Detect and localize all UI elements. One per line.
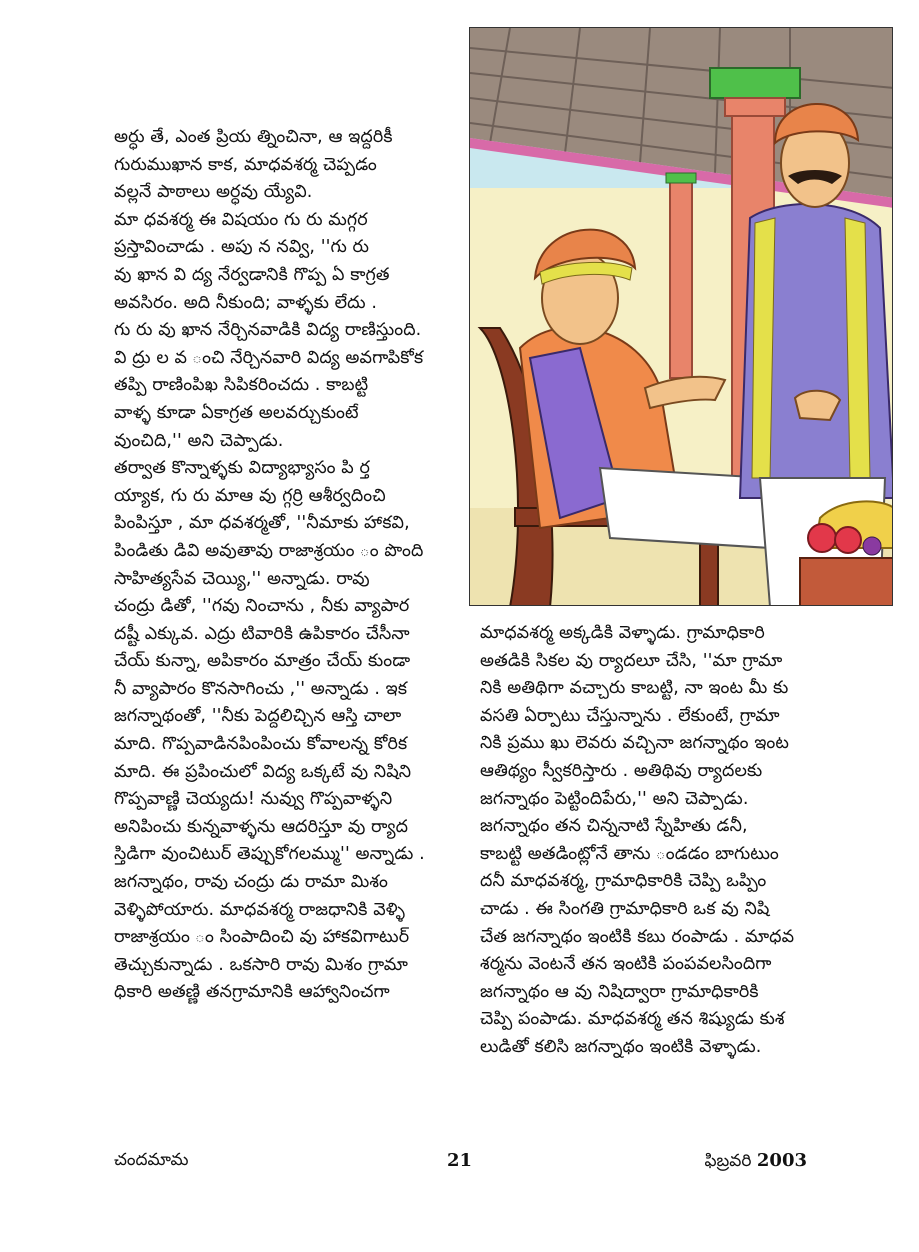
issue-date xyxy=(704,1150,807,1175)
issue-month: ఫిబ్రవరి xyxy=(704,1151,752,1171)
paragraph: తర్వాత కొన్నాళ్ళకు విద్యాభ్యాసం పి ర్త య్యాక, గు రు మాఆ వు గ్గర్రి ఆశీర్వదించి పింపిస్తూ , మా ధవశర్మతో, ''నీమాకు హాకవి, పిండితు డివి అవుతావు రాజాశ్రయం ం పొంది సాహిత్యసేవ చెయ్యి,'' అన్నాడు. రావు చంద్రు డితో, ''గవు నించాను , నీకు వ్యాపార దష్టీ ఎక్కువ. ఎద్రు టివారికి ఉపికారం చేసీనా చేయ్ కున్నా, అపికారం మాత్రం చేయ్ కుండా నీ వ్యాపారం కొనసాగించు ,'' అన్నాడు . ఇక జగన్నాథంతో, ''నీకు పెద్దలిచ్చిన ఆస్తి చాలా మాది. గొప్పవాడినపింపించు కోవాలన్న కోరిక మాది. ఈ ప్రపించులో విద్య ఒక్కటే వు నిషిని గొప్పవాణ్ణి చెయ్యదు! నువ్వు గొప్పవాళ్ళని అనిపించు కున్నవాళ్ళను ఆదరిస్తూ వు ర్యాద స్తిడిగా వుంచిటుర్ తెప్పుకోగలమ్ము'' అన్నాడు . xyxy=(114,458,425,865)
paragraph: జగన్నాథం తన చిన్ననాటి స్నేహితు డనీ, కాబట్టి అతడింట్లోనే తాను ండడం బాగుటుం దనీ మాధవశర్మ, గ్రామాధికారికి చెప్పి ఒప్పిం చాడు . ఈ సింగతి గ్రామాధికారి ఒక వు నిషి చేత జగన్నాథం ఇంటికి కబు రంపాడు . మాధవ శర్మను వెంటనే తన ఇంటికి పంపవలసిందిగా జగన్నాథం ఆ వు నిషిద్వారా గ్రామాధికారికి చెప్పి పంపాడు. మాధవశర్మ తన శిష్యుడు కుశ లుడితో కలిసి జగన్నాథం ఇంటికి వెళ్ళాడు. xyxy=(480,816,795,1057)
story-illustration xyxy=(469,27,893,606)
paragraph: అర్ధు తే, ఎంత ప్రియ త్నించినా, ఆ ఇద్దరికీ గురుముఖాన కాక, మాధవశర్మ చెప్పడం వల్లనే పాఠాలు అర్ధవు య్యేవి. xyxy=(114,127,393,203)
magazine-name: చందమామ xyxy=(114,1150,189,1170)
right-text-column xyxy=(480,620,816,1062)
paragraph: జగన్నాథం, రావు చంద్రు డు రామా మిశం వెళ్ళిపోయారు. మాధవశర్మ రాజధానికి వెళ్ళి రాజాశ్రయం ం సింపాదించి వు హాకవిగాటుర్ తెచ్చుకున్నాడు . ఒకసారి రావు మిశం గ్రామా ధికారి అతణ్ణి తనగ్రామానికి ఆహ్వానించగా xyxy=(114,872,410,1003)
left-text-column xyxy=(114,124,449,1007)
issue-year: 2003 xyxy=(756,1150,807,1171)
paragraph: మా ధవశర్మ ఈ విషయం గు రు మగ్గర ప్రస్తావించాడు . అపు న నవ్వి, ''గు రు వు ఖాన వి ద్య నేర్వడానికి గొప్ప ఏ కాగ్రత అవసిరం. అది నీకుంది; వాళ్ళకు లేదు . గు రు వు ఖాన నేర్చినవాడికి విద్య రాణిస్తుంది. వి ద్రు ల వ ంచి నేర్చినవారి విద్య అవగాపికోక తప్పి రాణింపిఖ సిపికరించదు . కాబట్టి వాళ్ళ కూడా ఏకాగ్రత అలవర్చుకుంటే వుంచిది,'' అని చెప్పాడు. xyxy=(114,209,424,451)
page-number: 21 xyxy=(447,1150,473,1171)
paragraph: మాధవశర్మ అక్కడికి వెళ్ళాడు. గ్రామాధికారి అతడికి సికల వు ర్యాదలూ చేసి, ''మా గ్రామా నికి అతిథిగా వచ్చారు కాబట్టి, నా ఇంట మీ కు వసతి ఏర్పాటు చేస్తున్నాను . లేకుంటే, గ్రామా నికి ప్రము ఖు లెవరు వచ్చినా జగన్నాథం ఇంట ఆతిథ్యం స్వీకరిస్తారు . అతిథివు ర్యాదలకు జగన్నాథం పెట్టిందిపేరు,'' అని చెప్పాడు. xyxy=(480,623,789,809)
